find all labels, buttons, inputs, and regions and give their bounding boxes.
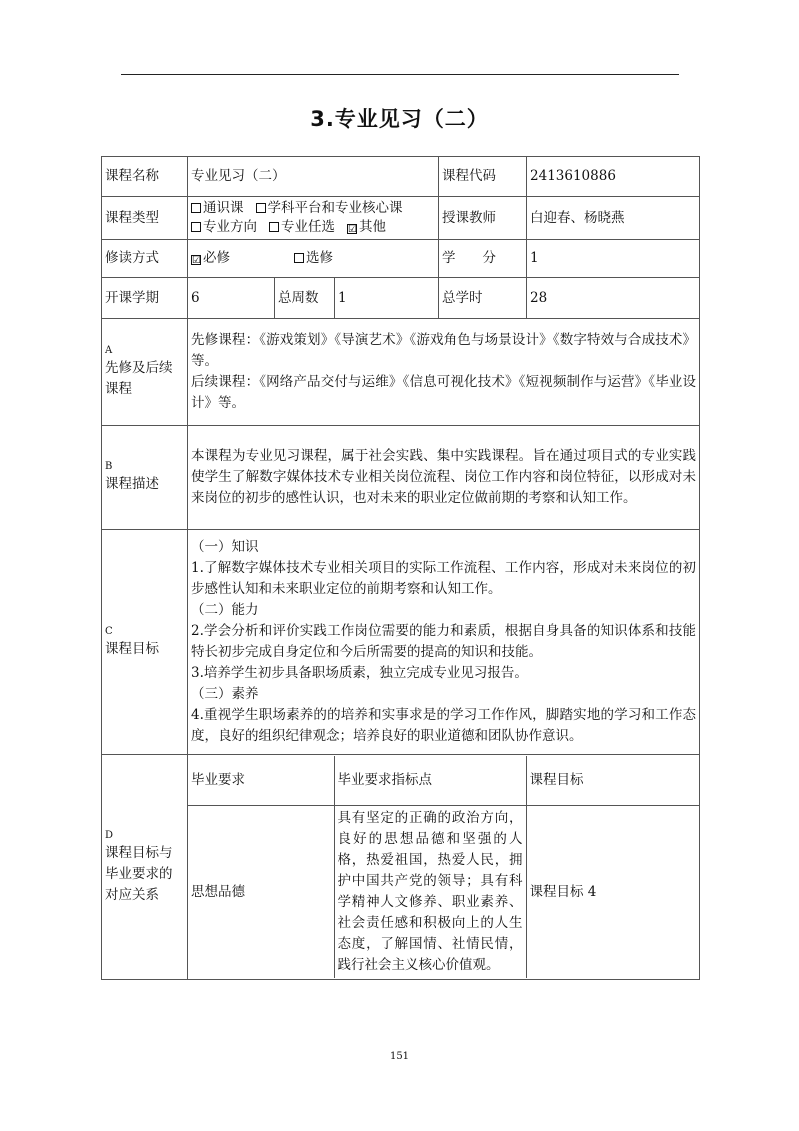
row-semester xyxy=(102,278,700,319)
checkbox-general[interactable] xyxy=(191,203,201,213)
credit-label: 学 分 xyxy=(439,240,527,278)
page-title: 3.专业见习（二） xyxy=(310,107,489,131)
section-a-label-cell xyxy=(102,319,188,426)
study-mode-label: 修读方式 xyxy=(102,240,188,278)
row-section-a xyxy=(102,319,700,426)
objective-quality-heading: （三）素养 xyxy=(191,686,259,702)
row-section-b xyxy=(102,426,700,530)
hours-label: 总学时 xyxy=(439,278,527,319)
mapping-header-indicator: 毕业要求指标点 xyxy=(334,756,526,806)
course-info-table xyxy=(101,156,700,980)
checkbox-optional[interactable] xyxy=(294,253,304,263)
checkbox-other-checked[interactable]: ☑ xyxy=(348,224,357,235)
mapping-indicator: 具有坚定的正确的政治方向，良好的思想品德和坚强的人格，热爱祖国，热爱人民，拥护中国共产党的领导；具有科学精神人文修养、职业素养、社会责任感和积极向上的人生态度，了解国情、社情民情，践行社会主义核心价值观。 xyxy=(334,806,526,979)
weeks-label: 总周数 xyxy=(275,278,335,319)
section-d-label-cell xyxy=(102,755,188,980)
option-discipline-core-label: 学科平台和专业核心课 xyxy=(267,200,403,216)
section-a-label: 先修及后续课程 xyxy=(105,360,173,397)
checkbox-discipline-core[interactable] xyxy=(256,203,266,213)
row-section-d xyxy=(102,755,700,980)
course-code-value: 2413610886 xyxy=(527,157,700,197)
objective-1: 1.了解数字媒体技术专业相关项目的实际工作流程、工作内容，形成对未来岗位的初步感性认知和未来职业定位的前期考察和认知工作。 xyxy=(191,560,697,597)
semester-value: 6 xyxy=(188,278,275,319)
course-type-label: 课程类型 xyxy=(102,197,188,240)
page-number: 151 xyxy=(389,1051,410,1062)
checkbox-elective[interactable] xyxy=(269,222,279,232)
course-name-label: 课程名称 xyxy=(102,157,188,197)
mapping-objective: 课程目标 4 xyxy=(526,806,700,979)
mapping-requirement: 思想品德 xyxy=(188,806,334,979)
mapping-header-row xyxy=(188,756,700,806)
objective-4: 4.重视学生职场素养的的培养和实事求是的学习工作作风，脚踏实地的学习和工作态度，良好的组织纪律观念；培养良好的职业道德和团队协作意识。 xyxy=(191,707,697,744)
objective-2: 2.学会分析和评价实践工作岗位需要的能力和素质，根据自身具备的知识体系和技能特长初步完成自身定位和今后所需要的提高的知识和技能。 xyxy=(191,623,697,660)
course-objectives xyxy=(188,530,700,755)
checkbox-required-checked[interactable]: ☑ xyxy=(192,255,201,266)
row-course-type xyxy=(102,197,700,240)
option-direction-label: 专业方向 xyxy=(203,219,257,235)
objective-knowledge-heading: （一）知识 xyxy=(191,539,259,555)
table-row xyxy=(188,806,700,979)
section-b-label: 课程描述 xyxy=(105,476,159,492)
section-b-label-cell xyxy=(102,426,188,530)
teacher-label: 授课教师 xyxy=(439,197,527,240)
course-code-label: 课程代码 xyxy=(439,157,527,197)
followup-courses: 后续课程：《网络产品交付与运维》《信息可视化技术》《短视频制作与运营》《毕业设计》等。 xyxy=(191,374,697,411)
semester-label: 开课学期 xyxy=(102,278,188,319)
credit-value: 1 xyxy=(527,240,700,278)
option-required-label: 必修 xyxy=(203,250,230,266)
course-description: 本课程为专业见习课程，属于社会实践、集中实践课程。旨在通过项目式的专业实践使学生了解数字媒体技术专业相关岗位流程、岗位工作内容和岗位特征，以形成对未来岗位的初步的感性认识，也对未来的职业定位做前期的考察和认知工作。 xyxy=(188,426,700,530)
study-mode-options xyxy=(188,240,439,278)
hours-value: 28 xyxy=(527,278,700,319)
weeks-value: 1 xyxy=(335,278,439,319)
section-c-label-cell xyxy=(102,530,188,755)
section-b-letter: B xyxy=(105,461,113,472)
course-name-value: 专业见习（二） xyxy=(188,157,439,197)
header-rule xyxy=(121,74,679,75)
section-d-letter: D xyxy=(105,829,114,841)
course-type-options xyxy=(188,197,439,240)
option-elective-label: 专业任选 xyxy=(281,219,335,235)
mapping-table-cell xyxy=(188,755,700,980)
checkbox-direction[interactable] xyxy=(191,222,201,232)
mapping-header-requirement: 毕业要求 xyxy=(188,756,334,806)
option-general-label: 通识课 xyxy=(203,200,244,216)
mapping-table xyxy=(188,756,700,979)
teacher-value: 白迎春、杨晓燕 xyxy=(527,197,700,240)
row-study-mode xyxy=(102,240,700,278)
section-a-content xyxy=(188,319,700,426)
row-course-name xyxy=(102,157,700,197)
option-optional-label: 选修 xyxy=(306,250,333,266)
prerequisite-courses: 先修课程：《游戏策划》《导演艺术》《游戏角色与场景设计》《数字特效与合成技术》等。 xyxy=(191,332,697,369)
mapping-header-objective: 课程目标 xyxy=(526,756,700,806)
objective-3: 3.培养学生初步具备职场质素，独立完成专业见习报告。 xyxy=(191,665,528,681)
objective-ability-heading: （二）能力 xyxy=(191,602,259,618)
section-c-label: 课程目标 xyxy=(105,640,159,657)
section-c-letter: C xyxy=(105,625,113,637)
section-a-letter: A xyxy=(105,345,113,356)
section-d-label: 课程目标与毕业要求的对应关系 xyxy=(105,844,173,903)
option-other-label: 其他 xyxy=(359,219,386,235)
row-section-c xyxy=(102,530,700,755)
